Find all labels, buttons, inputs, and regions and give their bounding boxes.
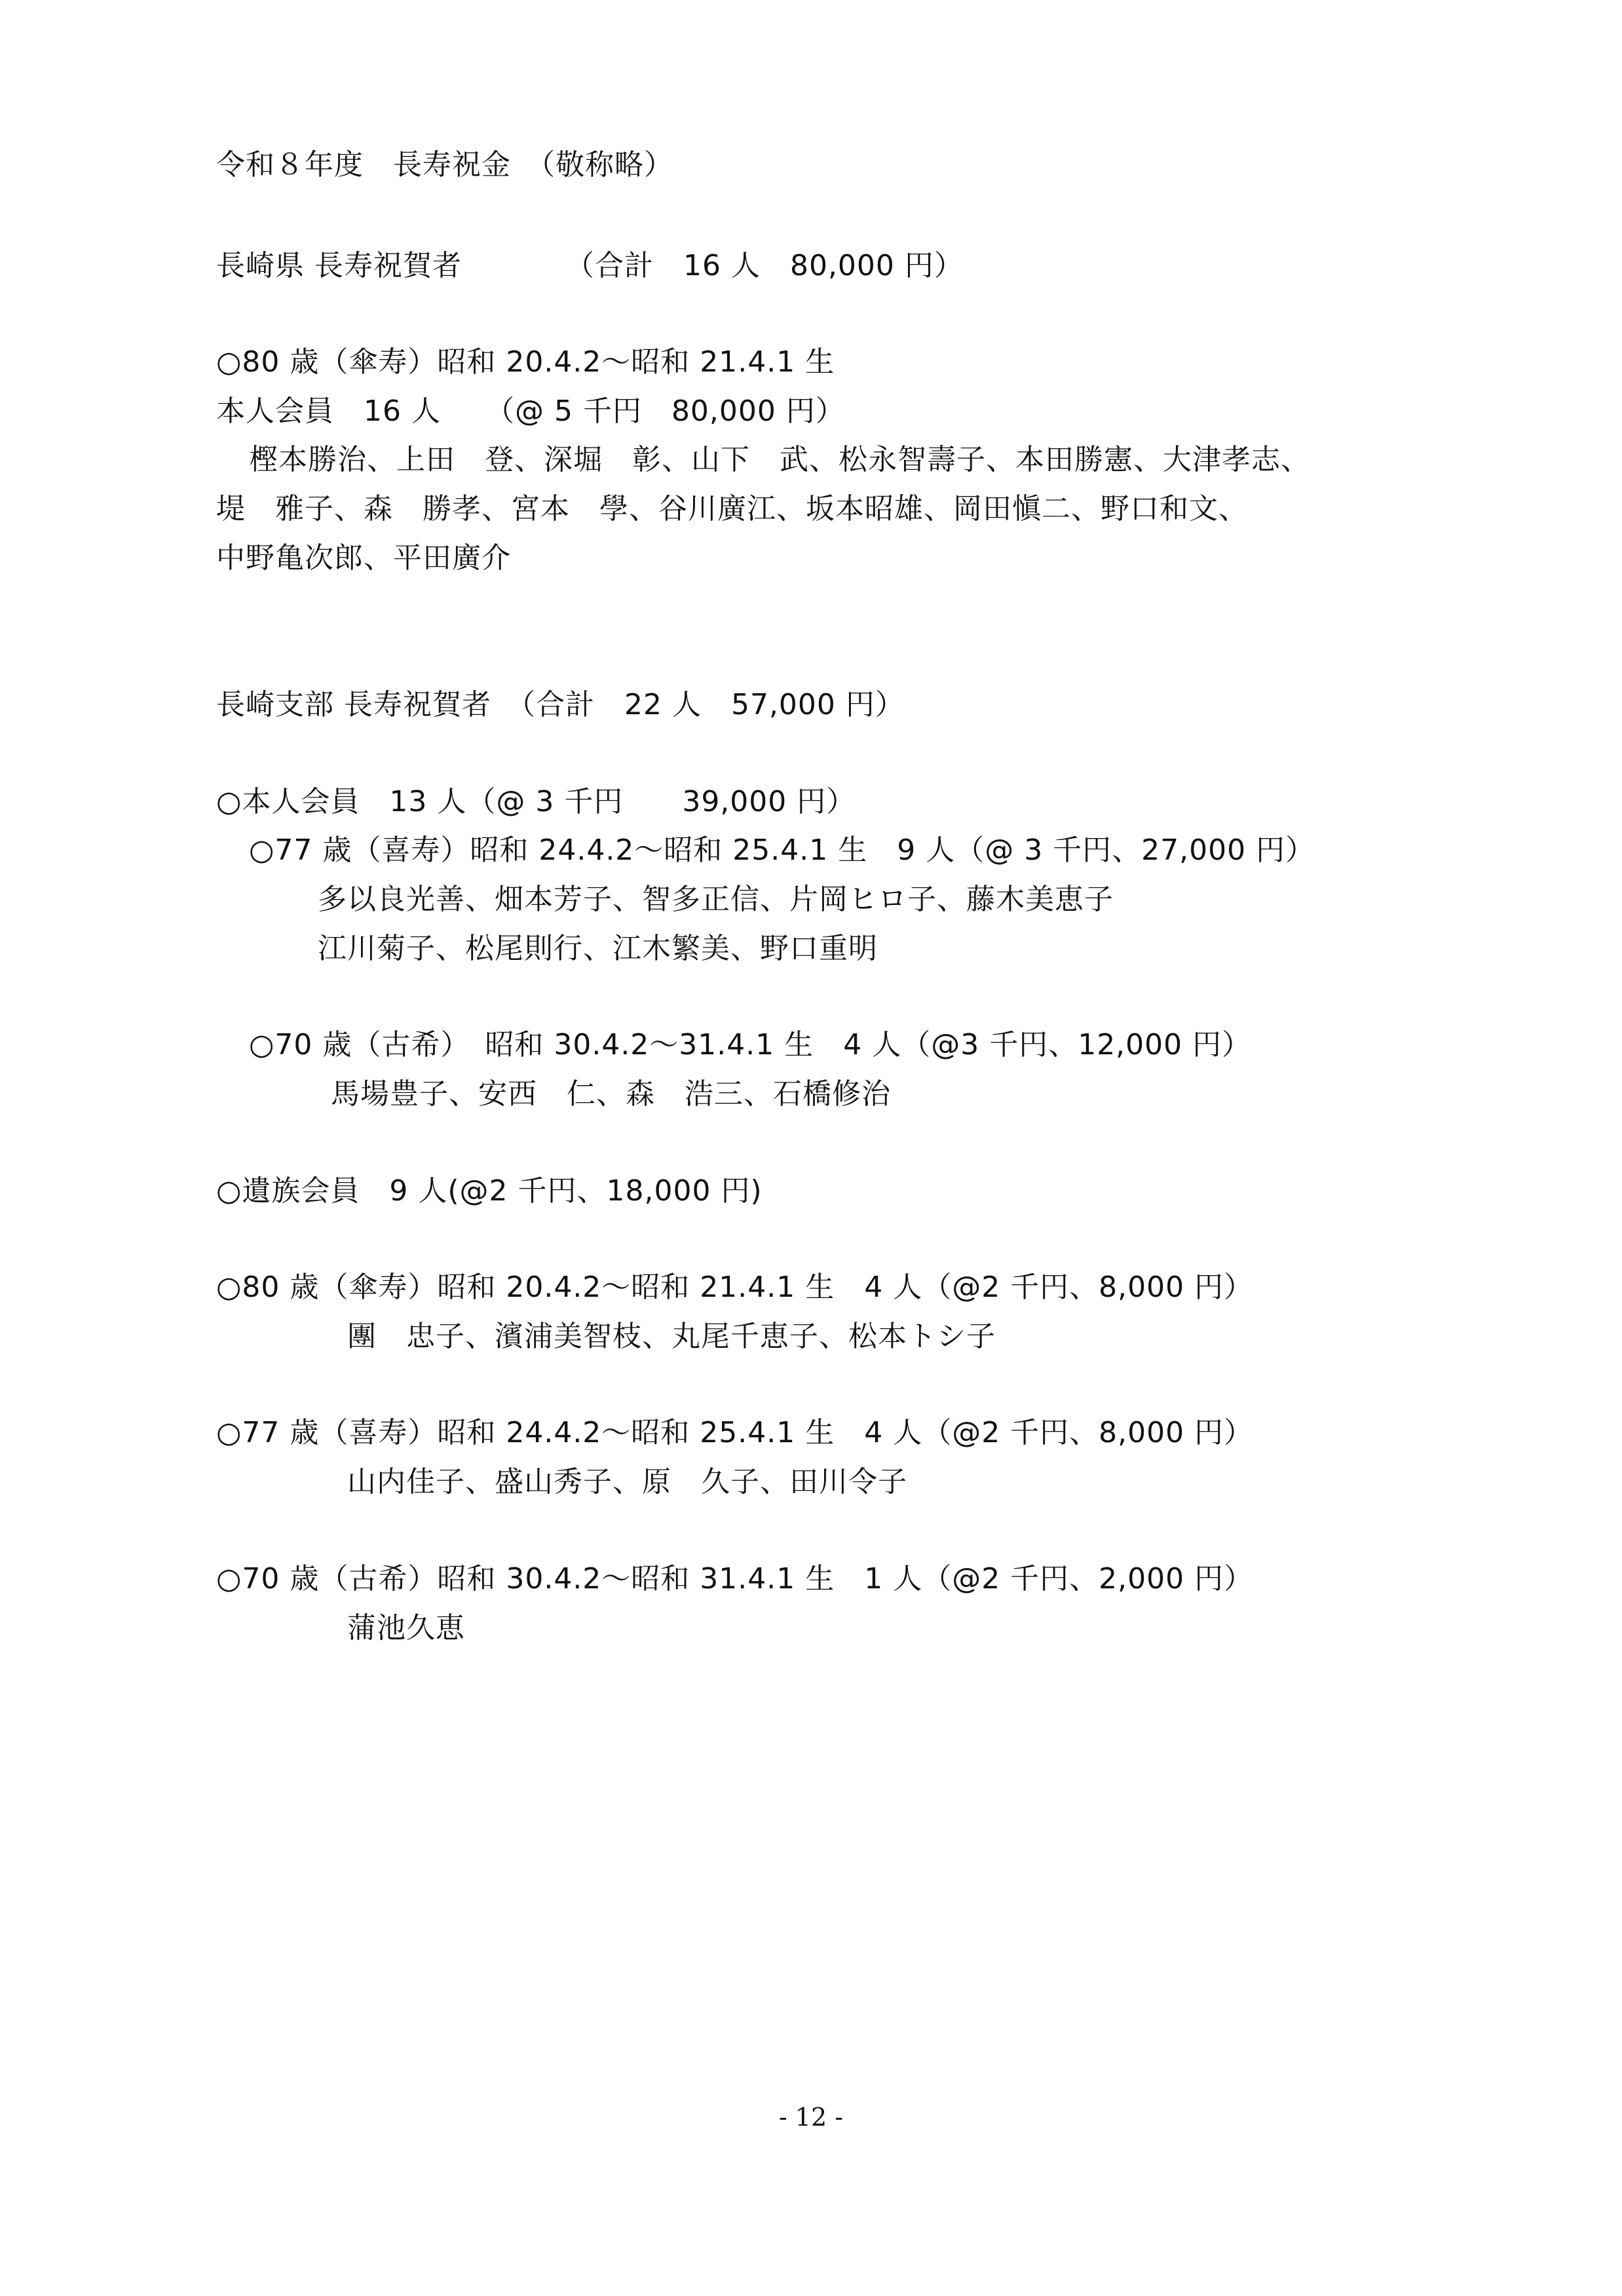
prefecture-age80-names-line1: 樫本勝治、上田 登、深堀 彰、山下 武、松永智壽子、本田勝憲、大津孝志、 <box>249 443 1310 476</box>
branch-heading: 長崎支部 長寿祝賀者 （合計 22 人 57,000 円） <box>216 688 905 721</box>
prefecture-age80-range: ○80 歳（傘寿）昭和 20.4.2～昭和 21.4.1 生 <box>216 345 835 379</box>
branch-bereaved-age80-range: ○80 歳（傘寿）昭和 20.4.2～昭和 21.4.1 生 4 人（@2 千円、8,000 円） <box>216 1271 1254 1304</box>
branch-bereaved-age70-names: 蒲池久恵 <box>347 1611 465 1645</box>
prefecture-heading: 長崎県 長寿祝賀者 （合計 16 人 80,000 円） <box>216 249 964 282</box>
branch-members-age70-range: ○70 歳（古希） 昭和 30.4.2～31.4.1 生 4 人（@3 千円、12,000 円） <box>249 1028 1252 1062</box>
branch-members-age77-names-line1: 多以良光善、畑本芳子、智多正信、片岡ヒロ子、藤木美恵子 <box>318 883 1114 916</box>
branch-bereaved-age77-range: ○77 歳（喜寿）昭和 24.4.2～昭和 25.4.1 生 4 人（@2 千円、8,000 円） <box>216 1416 1254 1449</box>
prefecture-age80-members: 本人会員 16 人 （@ 5 千円 80,000 円） <box>216 394 845 428</box>
branch-members-age77-names-line2: 江川菊子、松尾則行、江木繁美、野口重明 <box>318 932 878 965</box>
branch-bereaved-summary: ○遺族会員 9 人(@2 千円、18,000 円) <box>216 1174 763 1208</box>
branch-members-summary: ○本人会員 13 人（@ 3 千円 39,000 円） <box>216 785 856 818</box>
branch-members-age70-names: 馬場豊子、安西 仁、森 浩三、石橋修治 <box>331 1077 891 1111</box>
document-title: 令和８年度 長寿祝金 （敬称略） <box>216 148 673 182</box>
branch-members-age77-range: ○77 歳（喜寿）昭和 24.4.2～昭和 25.4.1 生 9 人（@ 3 千円、27,000 円） <box>249 833 1315 867</box>
branch-bereaved-age70-range: ○70 歳（古希）昭和 30.4.2～昭和 31.4.1 生 1 人（@2 千円、2,000 円） <box>216 1562 1254 1596</box>
prefecture-age80-names-line2: 堤 雅子、森 勝孝、宮本 學、谷川廣江、坂本昭雄、岡田愼二、野口和文、 <box>216 492 1248 526</box>
branch-bereaved-age77-names: 山内佳子、盛山秀子、原 久子、田川令子 <box>347 1465 907 1499</box>
branch-bereaved-age80-names: 團 忠子、濱浦美智枝、丸尾千恵子、松本トシ子 <box>347 1320 996 1353</box>
prefecture-age80-names-line3: 中野亀次郎、平田廣介 <box>216 541 511 575</box>
page-number: - 12 - <box>778 2103 844 2132</box>
